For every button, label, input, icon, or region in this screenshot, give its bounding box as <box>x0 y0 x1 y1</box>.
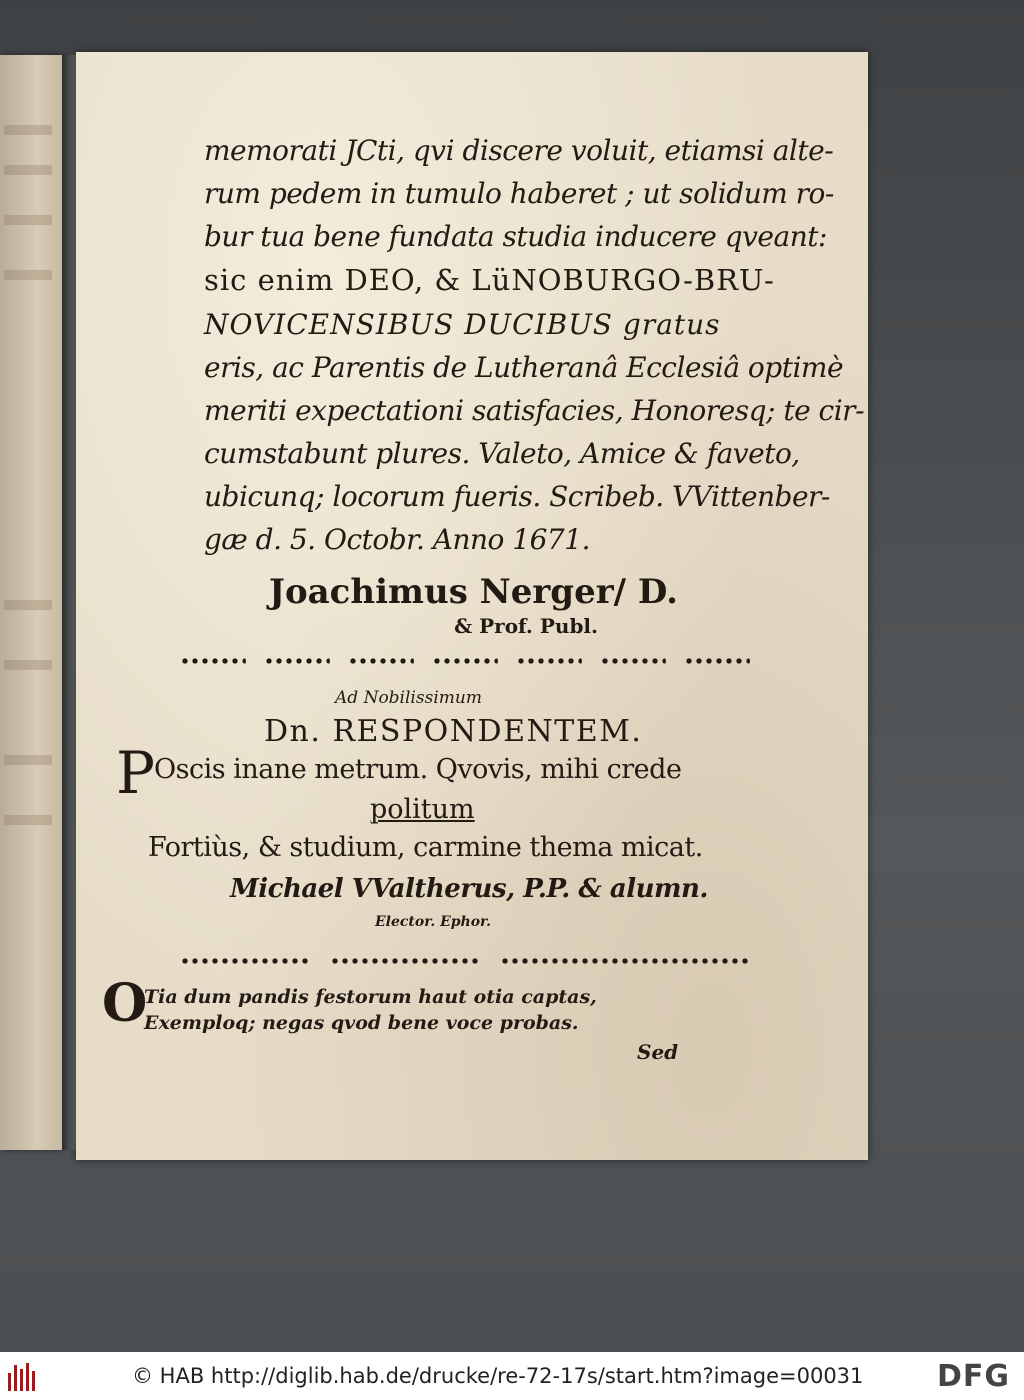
text-line-9: ubicunq; locorum fueris. Scribeb. VVittenber- <box>204 480 830 513</box>
text-line-4: sic enim DEO, & LüNOBURGO-BRU- <box>204 263 775 297</box>
drop-cap-o: O <box>102 973 148 1034</box>
text-line-10: gæ d. 5. Octobr. Anno 1671. <box>204 523 590 556</box>
text-line-3: bur tua bene fundata studia inducere qveant: <box>204 220 827 253</box>
poem-line-1: Oscis inane metrum. Qvovis, mihi crede <box>154 754 682 785</box>
ornament-row-2 <box>180 952 750 970</box>
text-line-7: meriti expectationi satisfacies, Honoresq; te cir- <box>204 394 865 427</box>
book-page <box>76 52 868 1160</box>
footer-bar <box>0 1352 1024 1400</box>
poem-addressee: Dn. RESPONDENTEM. <box>264 714 643 749</box>
text-line-8: cumstabunt plures. Valeto, Amice & faveto, <box>204 437 800 470</box>
footer-copyright-link[interactable]: © HAB http://diglib.hab.de/drucke/re-72-17s/start.htm?image=00031 <box>132 1364 864 1388</box>
text-line-6: eris, ac Parentis de Lutheranâ Ecclesiâ optimè <box>204 351 844 384</box>
poem2-line-2: Exemploq; negas qvod bene voce probas. <box>144 1012 579 1034</box>
poem-heading: Ad Nobilissimum <box>335 688 482 708</box>
facing-page-edge <box>0 55 62 1150</box>
signature-title: & Prof. Publ. <box>454 614 598 638</box>
text-line-5: NOVICENSIBUS DUCIBUS gratus <box>204 308 721 341</box>
poem-line-2: politum <box>370 794 475 825</box>
signature-name: Joachimus Nerger/ D. <box>268 572 678 612</box>
text-line-1: memorati JCti, qvi discere voluit, etiamsi alte- <box>204 134 834 167</box>
catchword: Sed <box>637 1040 679 1064</box>
signature2-title: Elector. Ephor. <box>375 914 492 930</box>
drop-cap-p: P <box>116 739 156 807</box>
hab-logo-icon <box>8 1361 42 1391</box>
signature2-name: Michael VValtherus, P.P. & alumn. <box>230 874 708 904</box>
book-gutter <box>62 55 76 1150</box>
ornament-row <box>180 652 750 670</box>
poem2-line-1: Tia dum pandis festorum haut otia captas, <box>144 986 597 1008</box>
dfg-logo: DFG <box>936 1358 1010 1394</box>
text-line-2: rum pedem in tumulo haberet ; ut solidum ro- <box>204 177 834 210</box>
poem-line-3: Fortiùs, & studium, carmine thema micat. <box>148 832 703 863</box>
